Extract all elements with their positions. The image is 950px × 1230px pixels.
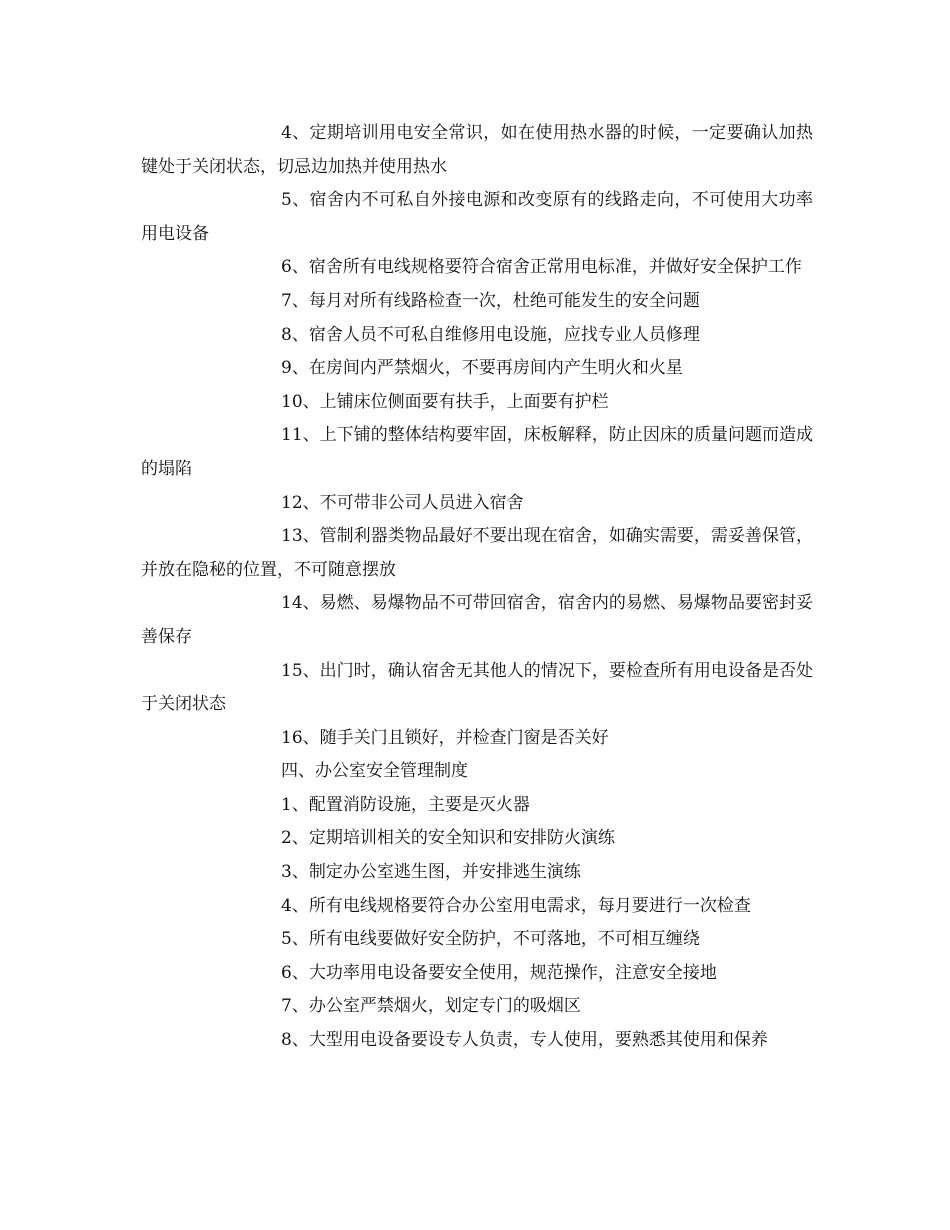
paragraph-item-3-office: 3、制定办公室逃生图，并安排逃生演练	[281, 862, 581, 883]
paragraph-item-10-dorm: 10、上铺床位侧面要有扶手，上面要有护栏	[281, 391, 609, 412]
paragraph-item-14-dorm: 14、易燃、易爆物品不可带回宿舍，宿舍内的易燃、易爆物品要密封妥善保存	[141, 593, 813, 647]
document-body	[141, 117, 813, 1058]
paragraph-item-1-office: 1、配置消防设施，主要是灭火器	[281, 794, 530, 815]
paragraph-item-12-dorm: 12、不可带非公司人员进入宿舍	[281, 492, 524, 513]
paragraph-item-13-dorm: 13、管制利器类物品最好不要出现在宿舍，如确实需要，需妥善保管，并放在隐秘的位置，不可随意摆放	[141, 526, 813, 580]
paragraph-item-11-dorm: 11、上下铺的整体结构要牢固，床板解释，防止因床的质量问题而造成的塌陷	[141, 425, 813, 479]
section-heading-office-safety: 四、办公室安全管理制度	[281, 761, 468, 782]
paragraph-item-7-dorm: 7、每月对所有线路检查一次，杜绝可能发生的安全问题	[281, 290, 700, 311]
paragraph-item-7-office: 7、办公室严禁烟火，划定专门的吸烟区	[281, 996, 581, 1017]
paragraph-item-16-dorm: 16、随手关门且锁好，并检查门窗是否关好	[281, 727, 609, 748]
paragraph-item-9-dorm: 9、在房间内严禁烟火，不要再房间内产生明火和火星	[281, 358, 683, 379]
paragraph-item-8-office: 8、大型用电设备要设专人负责，专人使用，要熟悉其使用和保养	[281, 1030, 768, 1051]
paragraph-item-6-office: 6、大功率用电设备要安全使用，规范操作，注意安全接地	[281, 962, 717, 983]
paragraph-item-4-office: 4、所有电线规格要符合办公室用电需求，每月要进行一次检查	[281, 895, 751, 916]
paragraph-item-2-office: 2、定期培训相关的安全知识和安排防火演练	[281, 828, 615, 849]
paragraph-item-5-dorm: 5、宿舍内不可私自外接电源和改变原有的线路走向，不可使用大功率用电设备	[141, 190, 813, 244]
paragraph-item-6-dorm: 6、宿舍所有电线规格要符合宿舍正常用电标准，并做好安全保护工作	[281, 257, 802, 278]
paragraph-item-8-dorm: 8、宿舍人员不可私自维修用电设施，应找专业人员修理	[281, 324, 700, 345]
paragraph-item-5-office: 5、所有电线要做好安全防护，不可落地，不可相互缠绕	[281, 929, 700, 950]
paragraph-item-15-dorm: 15、出门时，确认宿舍无其他人的情况下，要检查所有用电设备是否处于关闭状态	[141, 660, 813, 715]
paragraph-item-4-dorm: 4、定期培训用电安全常识，如在使用热水器的时候，一定要确认加热键处于关闭状态，切忌边加热并使用热水	[141, 123, 813, 177]
